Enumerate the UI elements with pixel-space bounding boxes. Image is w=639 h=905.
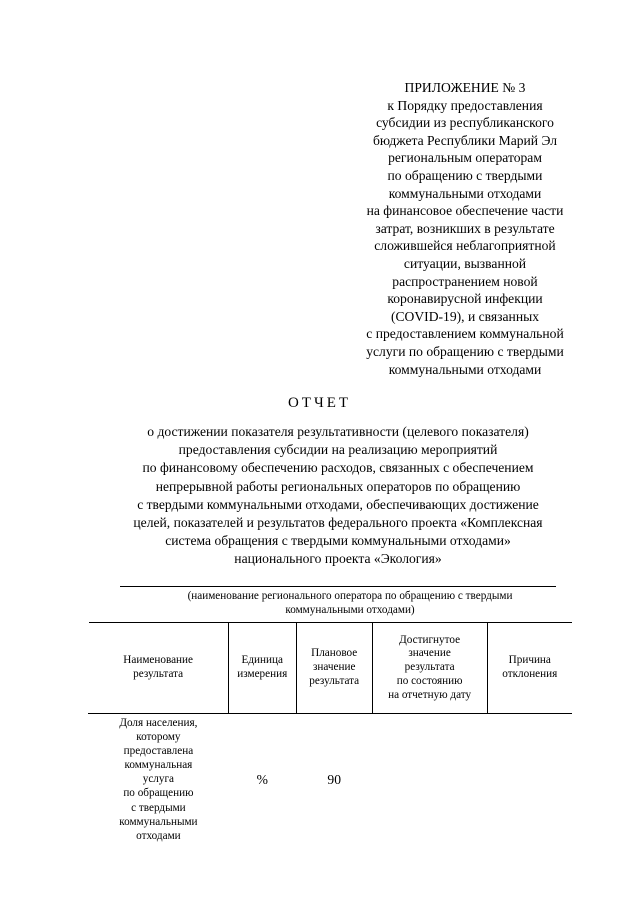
appendix-line: с предоставлением коммунальной — [366, 326, 564, 342]
report-description-line: целей, показателей и результатов федерального проекта «Комплексная — [133, 515, 543, 531]
cell-achieved-value — [372, 714, 487, 845]
cell-deviation-reason — [487, 714, 572, 845]
table-row — [89, 714, 573, 845]
appendix-line: бюджета Республики Марий Эл — [372, 132, 558, 148]
report-description-line: национального проекта «Экология» — [234, 551, 442, 567]
operator-caption-line: коммунальными отходами) — [285, 604, 415, 617]
appendix-line: по обращению с твердыми — [387, 167, 543, 183]
report-description — [96, 423, 580, 569]
appendix-line: к Порядку предоставления — [387, 97, 543, 113]
operator-caption-line: (наименование регионального оператора по обращению с твердыми — [187, 590, 513, 602]
appendix-line: на финансовое обеспечение части — [366, 203, 564, 219]
header-deviation-reason: Причина отклонения — [487, 623, 572, 714]
appendix-line: региональным операторам — [388, 150, 542, 166]
header-achieved-value: Достигнутое значение результата по состоянию на отчетную дату — [372, 623, 487, 714]
appendix-line: коммунальными отходами — [388, 185, 542, 201]
table-header-row — [89, 623, 573, 714]
appendix-block — [352, 79, 578, 378]
appendix-line: (COVID-19), и связанных — [390, 308, 540, 324]
report-description-line: система обращения с твердыми коммунальными отходами» — [165, 533, 511, 549]
report-description-line: с твердыми коммунальными отходами, обеспечивающих достижение — [137, 496, 539, 512]
report-description-line: предоставления субсидии на реализацию мероприятий — [178, 442, 498, 458]
operator-name-blank-line — [120, 586, 556, 587]
header-unit: Единица измерения — [228, 623, 296, 714]
header-result-name: Наименование результата — [89, 623, 229, 714]
cell-planned-value: 90 — [296, 714, 372, 845]
appendix-line: сложившейся неблагоприятной — [374, 238, 556, 254]
report-description-line: о достижении показателя результативности (целевого показателя) — [147, 424, 529, 439]
appendix-line: субсидии из республиканского — [376, 115, 554, 131]
cell-result-name: Доля населения, которому предоставлена коммунальная услуга по обращению с твердыми коммунальными отходами — [89, 714, 229, 845]
report-description-line: по финансовому обеспечению расходов, связанных с обеспечением — [142, 460, 534, 476]
appendix-line: распространением новой — [392, 273, 538, 289]
cell-unit: % — [228, 714, 296, 845]
appendix-line: затрат, возникших в результате — [375, 220, 555, 236]
appendix-line: услуги по обращению с твердыми — [366, 343, 564, 359]
header-planned-value: Плановое значение результата — [296, 623, 372, 714]
results-table — [88, 622, 572, 845]
appendix-line: ситуации, вызванной — [403, 255, 527, 271]
report-title: ОТЧЕТ — [287, 395, 352, 411]
report-description-line: непрерывной работы региональных операторов по обращению — [155, 478, 521, 494]
appendix-line: ПРИЛОЖЕНИЕ № 3 — [404, 80, 526, 95]
appendix-line: коронавирусной инфекции — [387, 291, 543, 307]
appendix-line: коммунальными отходами — [388, 361, 542, 377]
operator-name-caption — [150, 589, 550, 617]
